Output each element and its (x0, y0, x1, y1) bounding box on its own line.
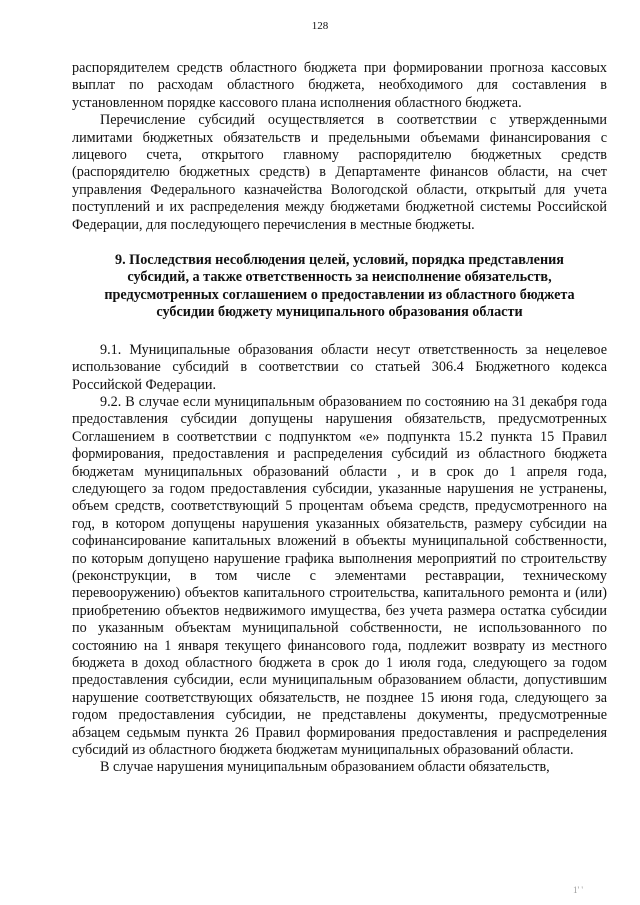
paragraph-continuation: распорядителем средств областного бюджета при формировании прогноза кассовых выплат по расходам областного бюджета, необходимого для составления в установленном порядке кассового плана исполнения областного бюджета. (72, 60, 607, 111)
paragraph-9-1: 9.1. Муниципальные образования области несут ответственность за нецелевое использование субсидий в соответствии со статьей 306.4 Бюджетного кодекса Российской Федерации. (72, 341, 607, 393)
paragraph-transfer-of-subsidies: Перечисление субсидий осуществляется в соответствии с утвержденными лимитами бюджетных обязательств и предельными объемами финансирования с лицевого счета, открытого главному распорядителю бюджетных средств (распорядителю бюджетных средств) в Департаменте финансов области, на счет управления Федерального казначейства Вологодской области, открытый для учета поступлений и их распределения между бюджетами бюджетной системы Российской Федерации, для последующего перечисления в местные бюджеты. (72, 112, 607, 233)
paragraph-9-2: 9.2. В случае если муниципальным образованием по состоянию на 31 декабря года предоставления субсидии допущены нарушения обязательств, предусмотренных Соглашением в соответствии с подпунктом «е» подпункта 15.2 пункта 15 Правил формирования, предоставления и распределения субсидий из областного бюджета бюджетам муниципальных образований области , и в срок до 1 апреля года, следующего за годом предоставления субсидии, указанные нарушения не устранены, объем средств, соответствующий 5 процентам объема средств, предусмотренного на год, в котором допущены нарушения указанных обязательств, размеру субсидии на софинансирование капитальных вложений в объекты муниципальной собственности, по которым допущено нарушение графика выполнения мероприятий по строительству (реконструкции, в том числе с элементами реставрации, техническому перевооружению) объектов капитального строительства, капитального ремонта и (или) приобретению объектов недвижимого имущества, без учета размера остатка субсидии по указанным объектам муниципальной собственности, не использованного по состоянию на 1 января текущего финансового года, подлежит возврату из местного бюджета в доход областного бюджета в срок до 1 июля года, следующего за годом предоставления субсидии, если муниципальным образованием области, допустившим нарушение соответствующих обязательств, не позднее 15 июня года, следующего за годом предоставления субсидии, не представлены документы, предусмотренные абзацем седьмым пункта 26 Правил формирования предоставления и распределения субсидий из областного бюджета бюджетам муниципальных образований области. (72, 393, 607, 759)
corner-mark: 1' ' (573, 885, 583, 895)
page-number: 128 (311, 20, 329, 32)
section-heading: 9. Последствия несоблюдения целей, условий, порядка представления субсидий, а также ответственность за неисполнение обязательств, предусмотренных соглашением о предоставлении из областного бюджета субсидии бюджету муниципального образования области (104, 252, 575, 321)
paragraph-violation: В случае нарушения муниципальным образованием области обязательств, (100, 759, 550, 776)
document-body (72, 60, 607, 777)
